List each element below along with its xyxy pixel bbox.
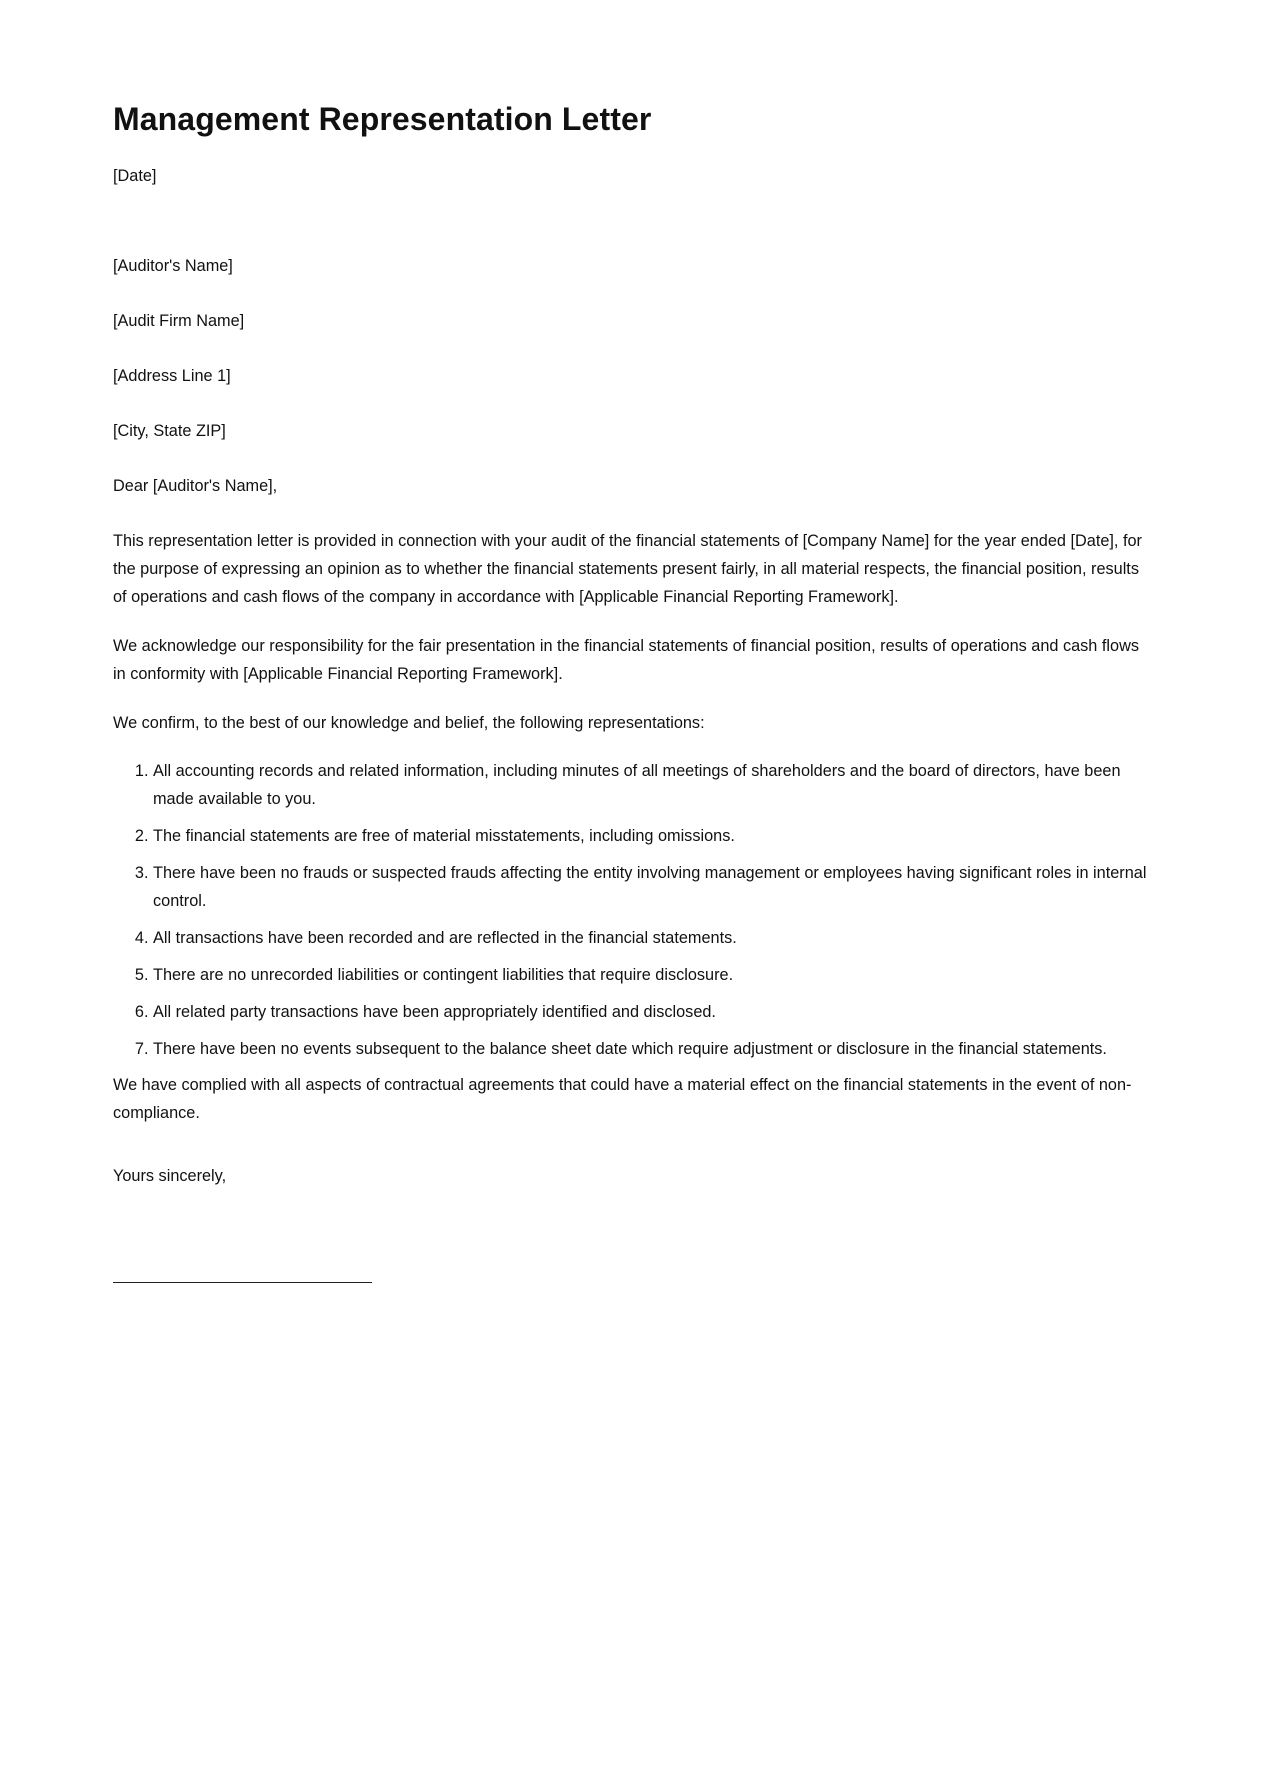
salutation: Dear [Auditor's Name], <box>113 477 278 495</box>
list-item: 2. The financial statements are free of material misstatements, including omissions. <box>153 822 1153 850</box>
recipient-city-state-zip: [City, State ZIP] <box>113 422 226 440</box>
closing: Yours sincerely, <box>113 1167 227 1185</box>
letter-page <box>113 96 1153 1283</box>
recipient-firm: [Audit Firm Name] <box>113 312 245 330</box>
representations-list <box>113 757 1153 1063</box>
recipient-name: [Auditor's Name] <box>113 257 233 275</box>
responsibility-paragraph: We acknowledge our responsibility for the fair presentation in the financial statements of financial position, results of operations and cash flows in conformity with [Applicable Financial Reporting Framework]. <box>113 637 1139 683</box>
compliance-paragraph: We have complied with all aspects of contractual agreements that could have a material effect on the financial statements in the event of non-compliance. <box>113 1076 1132 1122</box>
letter-date: [Date] <box>113 167 157 185</box>
list-item: 7. There have been no events subsequent to the balance sheet date which require adjustment or disclosure in the financial statements. <box>153 1035 1153 1063</box>
intro-paragraph: This representation letter is provided in connection with your audit of the financial statements of [Company Name] for the year ended [Date], for the purpose of expressing an opinion as to whether the financial statements present fairly, in all material respects, the financial position, results of operations and cash flows of the company in accordance with [Applicable Financial Reporting Framework]. <box>113 532 1142 606</box>
recipient-address-line-1: [Address Line 1] <box>113 367 231 385</box>
page-title: Management Representation Letter <box>113 101 652 137</box>
confirmation-paragraph: We confirm, to the best of our knowledge and belief, the following representations: <box>113 714 705 732</box>
list-item: 3. There have been no frauds or suspected frauds affecting the entity involving management or employees having significant roles in internal control. <box>153 859 1153 915</box>
list-item: 5. There are no unrecorded liabilities or contingent liabilities that require disclosure. <box>153 961 1153 989</box>
list-item: 4. All transactions have been recorded and are reflected in the financial statements. <box>153 924 1153 952</box>
list-item: 6. All related party transactions have been appropriately identified and disclosed. <box>153 998 1153 1026</box>
list-item: 1. All accounting records and related information, including minutes of all meetings of shareholders and the board of directors, have been made available to you. <box>153 757 1153 813</box>
signature-line <box>113 1282 372 1283</box>
